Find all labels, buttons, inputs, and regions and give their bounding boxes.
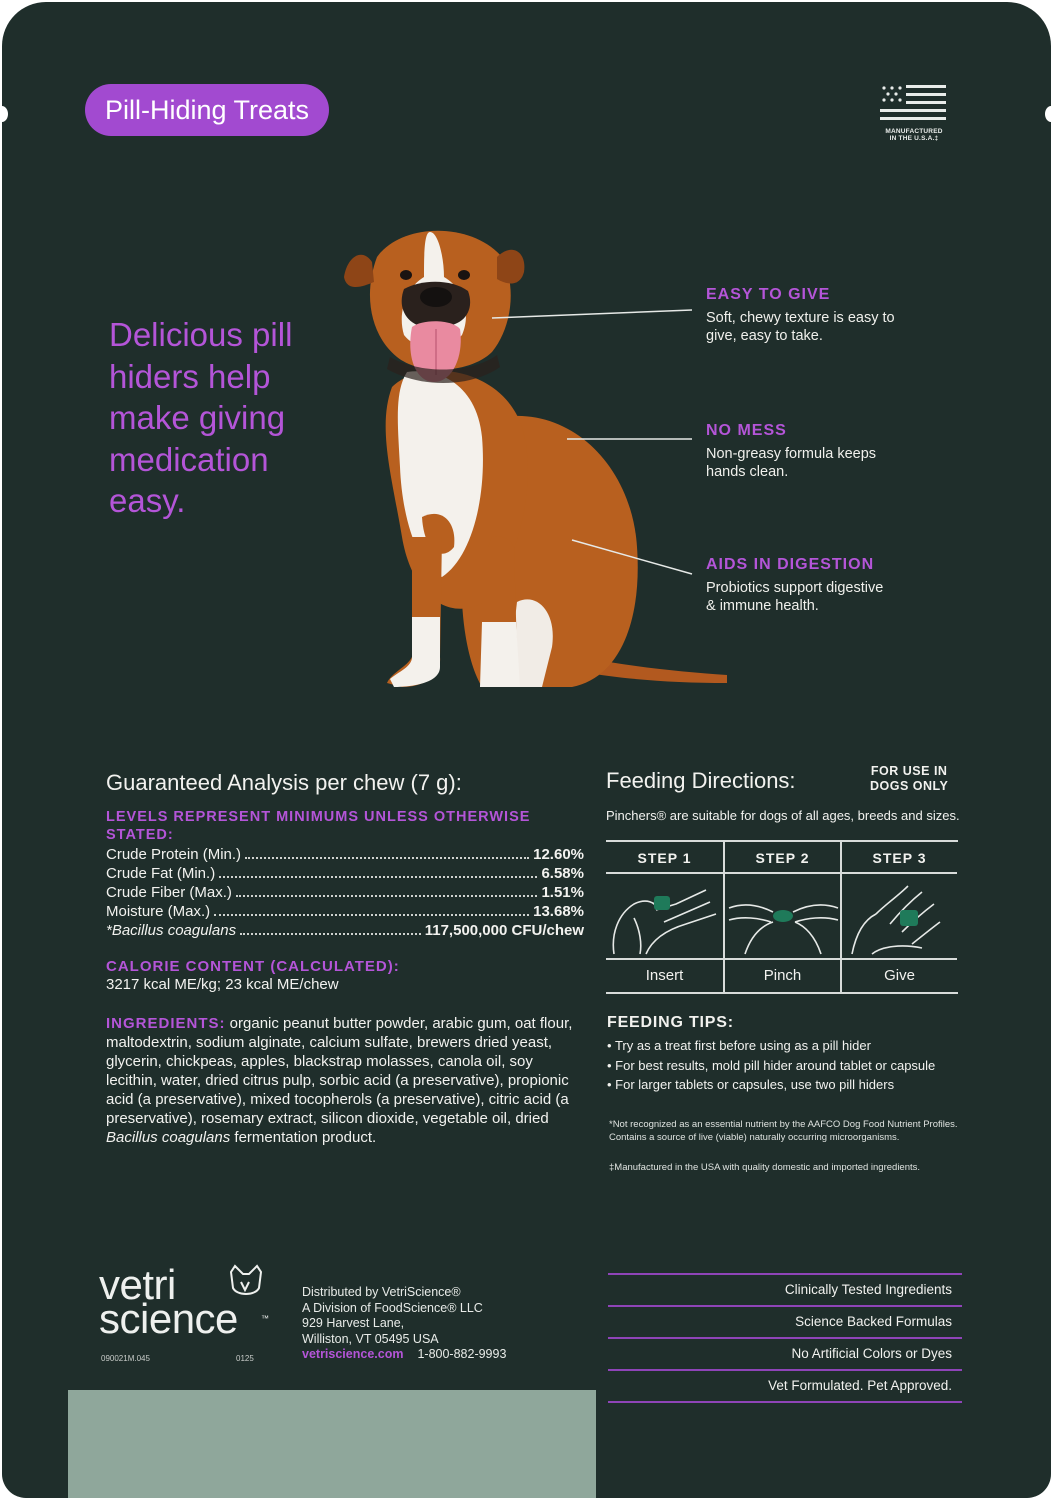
product-type-badge: Pill-Hiding Treats [85,84,329,136]
suitability-note: Pinchers® are suitable for dogs of all ages, breeds and sizes. [606,808,960,823]
give-hand-icon [842,874,959,958]
made-in-usa-mark [880,84,948,142]
step-1: STEP 1 Insert [606,842,723,992]
feature-easy-to-give: EASY TO GIVE Soft, chewy texture is easy to give, easy to take. [706,286,895,344]
product-claims [608,1273,962,1403]
claim-item: Clinically Tested Ingredients [608,1273,962,1305]
package-back [2,2,1051,1498]
list-item: • For larger tablets or capsules, use two pill hiders [607,1075,967,1095]
ingredients-list: INGREDIENTS: organic peanut butter powder, arabic gum, oat flour, maltodextrin, sodium alginate, calcium sulfate, brewers dried yeast, glycerin, chickpeas, apples, blackstrap molasses, canola oil, soy lecithin, water, dried citrus pulp, sorbic acid (a preservative), propionic acid (a preservative), mixed tocopherols (a preservative), citric acid (a preservative), rosemary extract, silicon dioxide, vegetable oil, dried Bacillus coagulans fermentation product. [106,1015,573,1146]
us-flag-icon [880,84,946,120]
step-3: STEP 3 Give [840,842,957,992]
ga-row: *Bacillus coagulans 117,500,000 CFU/chew [106,922,584,939]
calorie-content-title: CALORIE CONTENT (CALCULATED): [106,958,400,975]
phone-number: 1-800-882-9993 [417,1347,507,1361]
ga-row: Crude Protein (Min.) 12.60% [106,846,584,863]
date-code: 0125 [236,1354,254,1363]
usa-ingredients-note: ‡Manufactured in the USA with quality domestic and imported ingredients. [609,1162,921,1173]
insert-hand-icon [606,874,723,958]
claim-item: Vet Formulated. Pet Approved. [608,1369,962,1401]
product-window [68,1390,596,1498]
guaranteed-analysis-note: LEVELS REPRESENT MINIMUMS UNLESS OTHERWISE STATED: [106,809,531,843]
tear-notch-left [2,106,8,122]
tear-notch-right [1045,106,1051,122]
feeding-tips-list [607,1036,967,1095]
website-link[interactable]: vetriscience.com [302,1347,404,1361]
guaranteed-analysis-title: Guaranteed Analysis per chew (7 g): [106,770,462,795]
pinch-hands-icon [725,874,842,958]
boxer-dog-image [332,217,732,752]
list-item: • For best results, mold pill hider around tablet or capsule [607,1056,967,1076]
feeding-tips-title: FEEDING TIPS: [607,1014,734,1031]
ga-row: Moisture (Max.) 13.68% [106,903,584,920]
lot-code: 090021M.045 [101,1354,150,1363]
feature-aids-digestion: AIDS IN DIGESTION Probiotics support digestive & immune health. [706,556,884,614]
ga-row: Crude Fiber (Max.) 1.51% [106,884,584,901]
claim-item: Science Backed Formulas [608,1305,962,1337]
pet-head-icon [225,1264,265,1300]
feature-no-mess: NO MESS Non-greasy formula keeps hands clean. [706,422,877,480]
feeding-directions-title: Feeding Directions: [606,768,796,793]
vetriscience-logo: vetri science ™ [99,1261,269,1342]
claim-item: No Artificial Colors or Dyes [608,1337,962,1369]
headline: Delicious pill hiders help make giving medication easy. [109,316,293,519]
guaranteed-analysis-table [106,845,584,940]
distributor-info: Distributed by VetriScience® A Division of FoodScience® LLC 929 Harvest Lane, Williston, VT 05495 USA vetriscience.com 1-800-882-9993 [302,1285,507,1361]
calorie-content-value: 3217 kcal ME/kg; 23 kcal ME/chew [106,976,339,993]
made-in-usa-caption: MANUFACTURED IN THE U.S.A.‡ [885,128,943,142]
step-2: STEP 2 Pinch [723,842,840,992]
aafco-note: *Not recognized as an essential nutrient by the AAFCO Dog Food Nutrient Profiles. Contains a source of live (viable) naturally occurring microorganisms. [609,1119,958,1143]
dogs-only-label: FOR USE IN DOGS ONLY [870,764,949,793]
ga-row: Crude Fat (Min.) 6.58% [106,865,584,882]
list-item: • Try as a treat first before using as a pill hider [607,1036,967,1056]
feeding-steps [606,840,958,994]
